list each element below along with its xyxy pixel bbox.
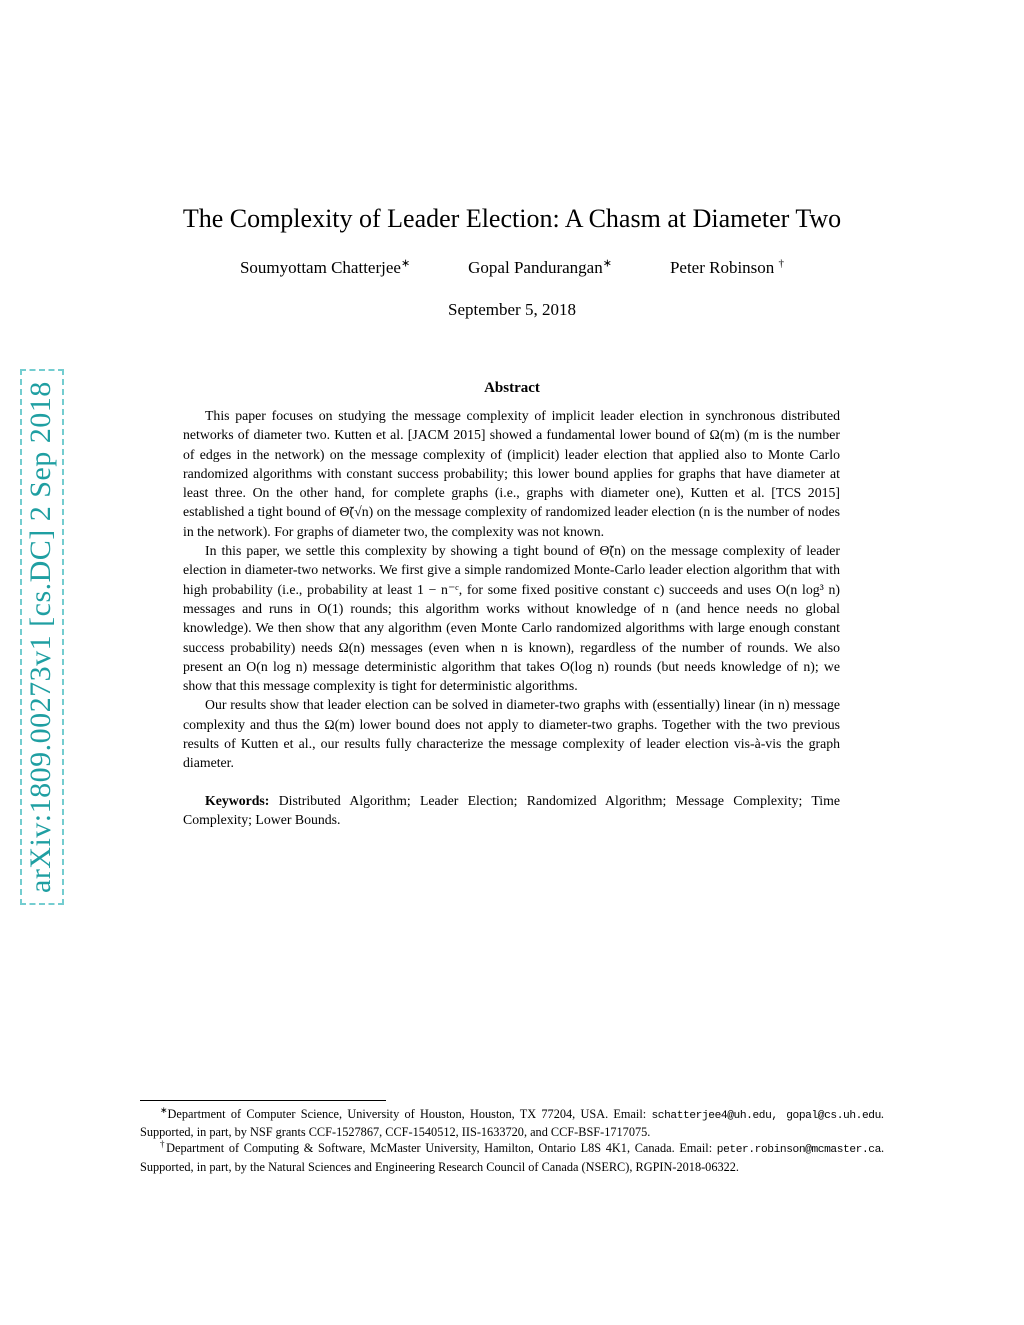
paper-date: September 5, 2018	[448, 300, 576, 319]
author-2-affiliation-mark: ∗	[602, 257, 612, 270]
footnote-2-marker: †	[160, 1139, 167, 1150]
author-1-affiliation-mark: ∗	[400, 257, 411, 270]
abstract-paragraph-2: In this paper, we settle this complexity by showing a tight bound of Θ̃(n) on the message complexity of leader election in diameter-two networks. We first give a simple randomized Monte-Carlo leader election algorithm that with high probability (i.e., probability at least 1 − n⁻ᶜ, for some fixed positive constant c) succeeds and uses O(n log³ n) messages and runs in O(1) rounds; this algorithm works without knowledge of n (and hence needs no global knowledge). We then show that any algorithm (even Monte Carlo randomized algorithms with large enough constant success probability) needs Ω(n) messages (even when n is known), regardless of the number of rounds. We also present an O(n log n) message deterministic algorithm that takes O(log n) rounds (but needs knowledge of n); we show that this message complexity is tight for deterministic algorithms.	[183, 543, 840, 694]
footnote-2	[140, 1140, 884, 1174]
footnote-1-emails: schatterjee4@uh.edu, gopal@cs.uh.edu	[651, 1110, 881, 1122]
author-list	[120, 258, 904, 278]
author-1-name: Soumyottam Chatterjee	[239, 258, 401, 277]
keywords-text: Distributed Algorithm; Leader Election; Randomized Algorithm; Message Complexity; Time Complexity; Lower Bounds.	[183, 792, 840, 827]
author-3-affiliation-mark: †	[778, 257, 785, 270]
keywords-label: Keywords:	[205, 792, 270, 808]
footnote-1	[140, 1106, 884, 1140]
footnote-2-email: peter.robinson@mcmaster.ca	[716, 1144, 881, 1157]
author-1	[240, 258, 410, 278]
footnote-2-text: Department of Computing & Software, McMaster University, Hamilton, Ontario L8S 4K1, Canada. Email:	[166, 1141, 717, 1156]
footnote-1-text: Department of Computer Science, University of Houston, Houston, TX 77204, USA. Email:	[167, 1107, 652, 1121]
author-2-name: Gopal Pandurangan	[468, 258, 603, 277]
abstract-heading: Abstract	[484, 380, 540, 396]
footnote-divider	[140, 1100, 386, 1101]
author-3	[670, 258, 784, 278]
arxiv-stamp-link[interactable]: arXiv:1809.00273v1 [cs.DC] 2 Sep 2018	[20, 369, 64, 905]
abstract-paragraph-3: Our results show that leader election can be solved in diameter-two graphs with (essentially) linear (in n) message complexity and thus the Ω(m) lower bound does not apply to diameter-two graphs. Together with the two previous results of Kutten et al., our results fully characterize the message complexity of leader election vis-à-vis the graph diameter.	[183, 697, 840, 771]
abstract-body	[183, 406, 840, 829]
footnote-1-text-cont: . Supported, in part, by NSF grants CCF-1527867, CCF-1540512, IIS-1633720, and CCF-BSF-1717075.	[140, 1107, 884, 1140]
footnote-2-text-cont: . Supported, in part, by the Natural Sciences and Engineering Research Council of Canada (NSERC), RGPIN-2018-06322.	[140, 1141, 885, 1174]
footnotes-block	[140, 1106, 884, 1175]
keywords-paragraph	[183, 791, 840, 830]
author-2	[468, 258, 612, 278]
footnote-1-marker: ∗	[160, 1104, 168, 1115]
abstract-paragraph-1: This paper focuses on studying the message complexity of implicit leader election in synchronous distributed networks of diameter two. Kutten et al. [JACM 2015] showed a fundamental lower bound of Ω(m) (m is the number of edges in the network) on the message complexity of (implicit) leader election that applied also to Monte Carlo randomized algorithms with constant success probability; this lower bound applies for graphs that have diameter at least three. On the other hand, for complete graphs (i.e., graphs with diameter one), Kutten et al. [TCS 2015] established a tight bound of Θ̃(√n) on the message complexity of randomized leader election (n is the number of nodes in the network). For graphs of diameter two, the complexity was not known.	[183, 408, 840, 539]
paper-title: The Complexity of Leader Election: A Chasm at Diameter Two	[182, 204, 842, 233]
author-3-name: Peter Robinson	[669, 258, 775, 277]
